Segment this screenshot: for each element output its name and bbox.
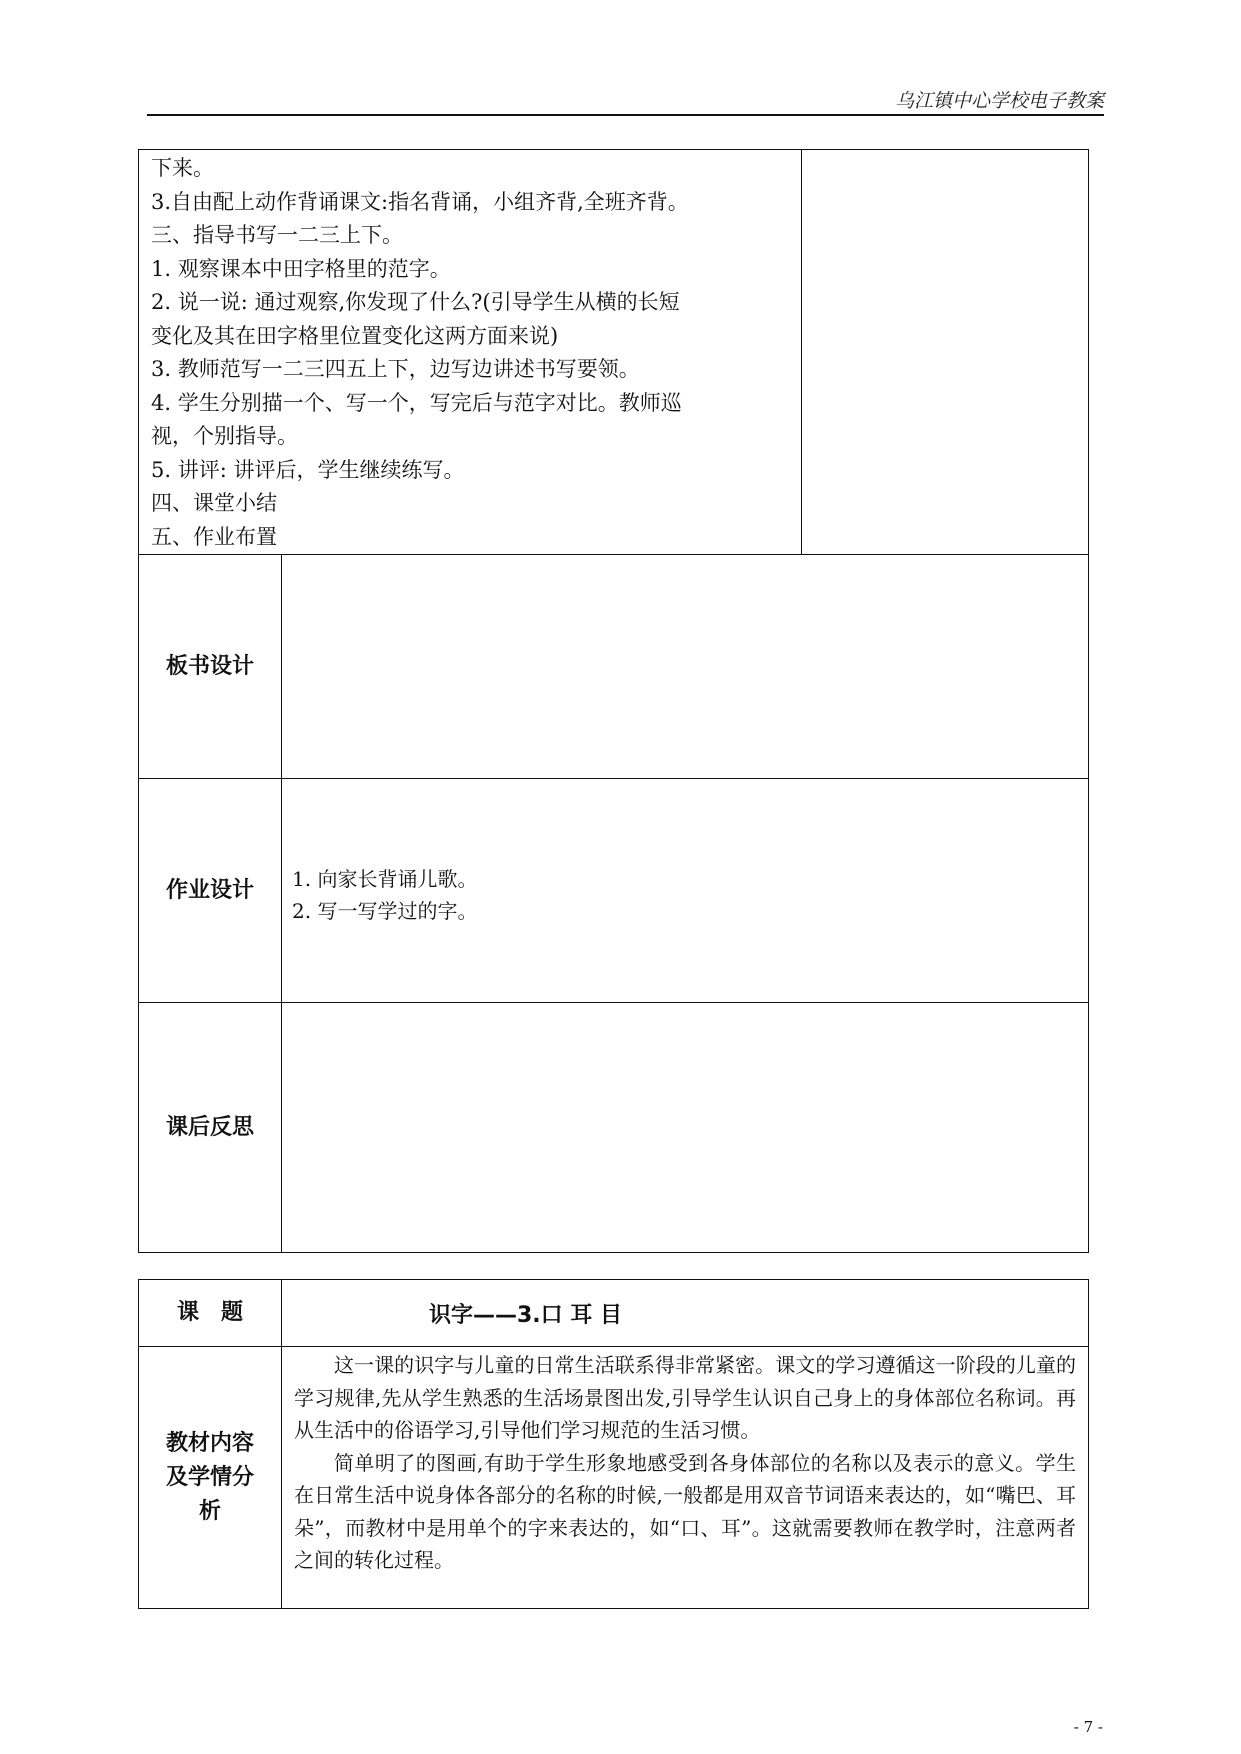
analysis-paragraph: 简单明了的图画,有助于学生形象地感受到各身体部位的名称以及表示的意义。学生在日常生活中说身体各部分的名称的时候,一般都是用双音节词语来表达的，如“嘴巴、耳朵”，而教材中是用单个的字来表达的，如“口、耳”。这就需要教师在教学时，注意两者之间的转化过程。 xyxy=(294,1450,1076,1572)
process-line: 视，个别指导。 xyxy=(151,424,298,448)
process-line: 2. 说一说: 通过观察,你发现了什么?(引导学生从横的长短 xyxy=(151,290,680,314)
header-title: 乌江镇中心学校电子教案 xyxy=(894,90,1104,112)
topic-label: 课 题 xyxy=(139,1280,282,1347)
process-line: 1. 观察课本中田字格里的范字。 xyxy=(151,256,451,281)
analysis-paragraph: 这一课的识字与儿童的日常生活联系得非常紧密。课文的学习遵循这一阶段的儿童的学习规律,先从学生熟悉的生活场景图出发,引导学生认识自己身上的身体部位名称词。再从生活中的俗语学习,引导他们学习规范的生活习惯。 xyxy=(294,1353,1076,1442)
homework-row xyxy=(139,779,1089,1003)
process-line: 五、作业布置 xyxy=(151,524,277,549)
lesson-plan-table xyxy=(138,149,1089,1253)
board-design-label: 板书设计 xyxy=(139,555,282,779)
reflection-cell xyxy=(282,1003,1089,1253)
process-line: 三、指导书写一二三上下。 xyxy=(151,223,403,247)
topic-value: 识字——3.口 耳 目 xyxy=(282,1280,1089,1347)
reflection-row xyxy=(139,1003,1089,1253)
process-row xyxy=(139,150,1089,555)
page-number: - 7 - xyxy=(1073,1718,1103,1736)
analysis-row xyxy=(139,1347,1089,1609)
notes-cell xyxy=(802,150,1089,555)
homework-cell xyxy=(282,779,1089,1003)
process-line: 5. 讲评: 讲评后，学生继续练写。 xyxy=(151,457,465,482)
board-design-row xyxy=(139,555,1089,779)
analysis-cell xyxy=(282,1347,1089,1609)
process-line: 3.自由配上动作背诵课文:指名背诵，小组齐背,全班齐背。 xyxy=(151,189,689,214)
process-line: 下来。 xyxy=(151,156,214,180)
analysis-label-line: 及学情分 xyxy=(165,1464,254,1490)
teaching-process-cell xyxy=(139,150,802,555)
analysis-label-line: 析 xyxy=(198,1498,221,1524)
process-line: 变化及其在田字格里位置变化这两方面来说) xyxy=(151,323,559,348)
process-line: 3. 教师范写一二三四五上下，边写边讲述书写要领。 xyxy=(151,357,640,381)
analysis-label-line: 教材内容 xyxy=(165,1430,254,1456)
course-info-table xyxy=(138,1279,1089,1609)
topic-row xyxy=(139,1280,1089,1347)
header-rule xyxy=(147,114,1104,116)
process-line: 四、课堂小结 xyxy=(151,491,277,515)
homework-item: 2. 写一写学过的字。 xyxy=(292,898,478,923)
reflection-label: 课后反思 xyxy=(139,1003,282,1253)
process-line: 4. 学生分别描一个、写一个，写完后与范字对比。教师巡 xyxy=(151,390,682,415)
homework-item: 1. 向家长背诵儿歌。 xyxy=(292,866,478,891)
homework-label: 作业设计 xyxy=(139,779,282,1003)
board-design-cell xyxy=(282,555,1089,779)
analysis-label xyxy=(139,1347,282,1609)
